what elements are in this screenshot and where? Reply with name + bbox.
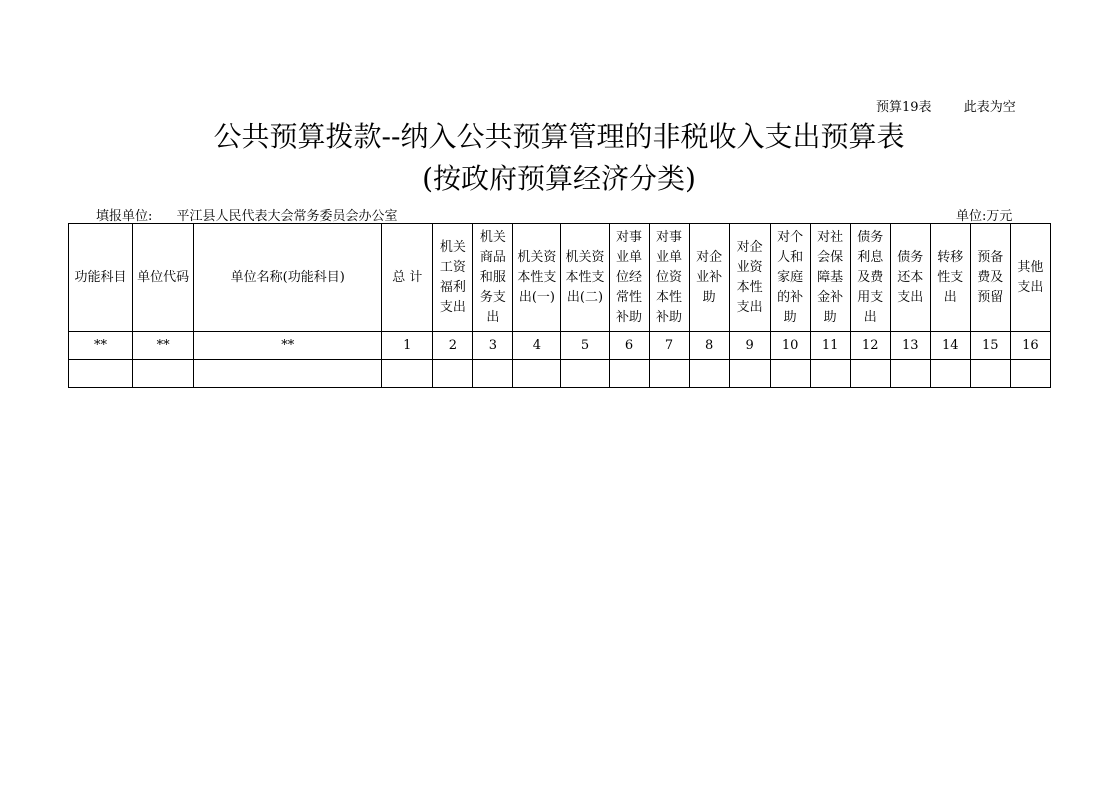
reporting-unit-name: 平江县人民代表大会常务委员会办公室 [176, 209, 398, 224]
empty-row [69, 360, 1051, 388]
empty-cell [473, 360, 513, 388]
reporting-unit-label: 填报单位: [96, 209, 153, 224]
table-number-header [876, 96, 1016, 115]
empty-cell [810, 360, 850, 388]
col-header: 单位代码 [133, 224, 194, 332]
index-cell: 9 [729, 332, 770, 360]
empty-cell [433, 360, 473, 388]
col-header: 机关工资福利支出 [433, 224, 473, 332]
empty-cell [513, 360, 561, 388]
empty-cell [69, 360, 133, 388]
index-cell: 4 [513, 332, 561, 360]
index-cell: 5 [561, 332, 609, 360]
budget-table [68, 223, 1051, 388]
document-subtitle: (按政府预算经济分类) [422, 162, 696, 195]
index-cell: 13 [890, 332, 930, 360]
empty-cell [970, 360, 1010, 388]
empty-cell [561, 360, 609, 388]
empty-cell [850, 360, 890, 388]
index-cell: 8 [689, 332, 729, 360]
empty-cell [930, 360, 970, 388]
empty-cell [133, 360, 194, 388]
empty-cell [770, 360, 810, 388]
index-cell: 16 [1010, 332, 1050, 360]
col-header: 机关商品和服务支出 [473, 224, 513, 332]
index-cell: 7 [649, 332, 689, 360]
empty-note: 此表为空 [963, 100, 1016, 115]
index-cell: ** [133, 332, 194, 360]
col-header: 机关资本性支出(一) [513, 224, 561, 332]
col-header: 债务利息及费用支出 [850, 224, 890, 332]
currency-unit: 单位:万元 [956, 209, 1013, 224]
col-header: 预备费及预留 [970, 224, 1010, 332]
empty-cell [609, 360, 649, 388]
col-header: 对事业单位经常性补助 [609, 224, 649, 332]
index-cell: 12 [850, 332, 890, 360]
index-cell: ** [69, 332, 133, 360]
table-number: 预算19表 [876, 100, 932, 115]
header-row [69, 224, 1051, 332]
index-cell: 14 [930, 332, 970, 360]
empty-cell [890, 360, 930, 388]
col-header: 对个人和家庭的补助 [770, 224, 810, 332]
col-header: 债务还本支出 [890, 224, 930, 332]
reporting-unit [96, 205, 398, 224]
empty-cell [689, 360, 729, 388]
col-header: 总 计 [382, 224, 433, 332]
index-cell: 10 [770, 332, 810, 360]
index-cell: 1 [382, 332, 433, 360]
index-cell: 11 [810, 332, 850, 360]
col-header: 对企业资本性支出 [729, 224, 770, 332]
col-header: 对事业单位资本性补助 [649, 224, 689, 332]
col-header: 对社会保障基金补助 [810, 224, 850, 332]
col-header: 机关资本性支出(二) [561, 224, 609, 332]
index-cell: 15 [970, 332, 1010, 360]
index-row [69, 332, 1051, 360]
document-title: 公共预算拨款--纳入公共预算管理的非税收入支出预算表 [213, 120, 905, 153]
index-cell: 6 [609, 332, 649, 360]
col-header: 其他支出 [1010, 224, 1050, 332]
empty-cell [382, 360, 433, 388]
empty-cell [729, 360, 770, 388]
col-header: 转移性支出 [930, 224, 970, 332]
empty-cell [1010, 360, 1050, 388]
empty-cell [649, 360, 689, 388]
index-cell: ** [194, 332, 382, 360]
index-cell: 3 [473, 332, 513, 360]
empty-cell [194, 360, 382, 388]
col-header: 功能科目 [69, 224, 133, 332]
col-header: 单位名称(功能科目) [194, 224, 382, 332]
index-cell: 2 [433, 332, 473, 360]
col-header: 对企业补助 [689, 224, 729, 332]
